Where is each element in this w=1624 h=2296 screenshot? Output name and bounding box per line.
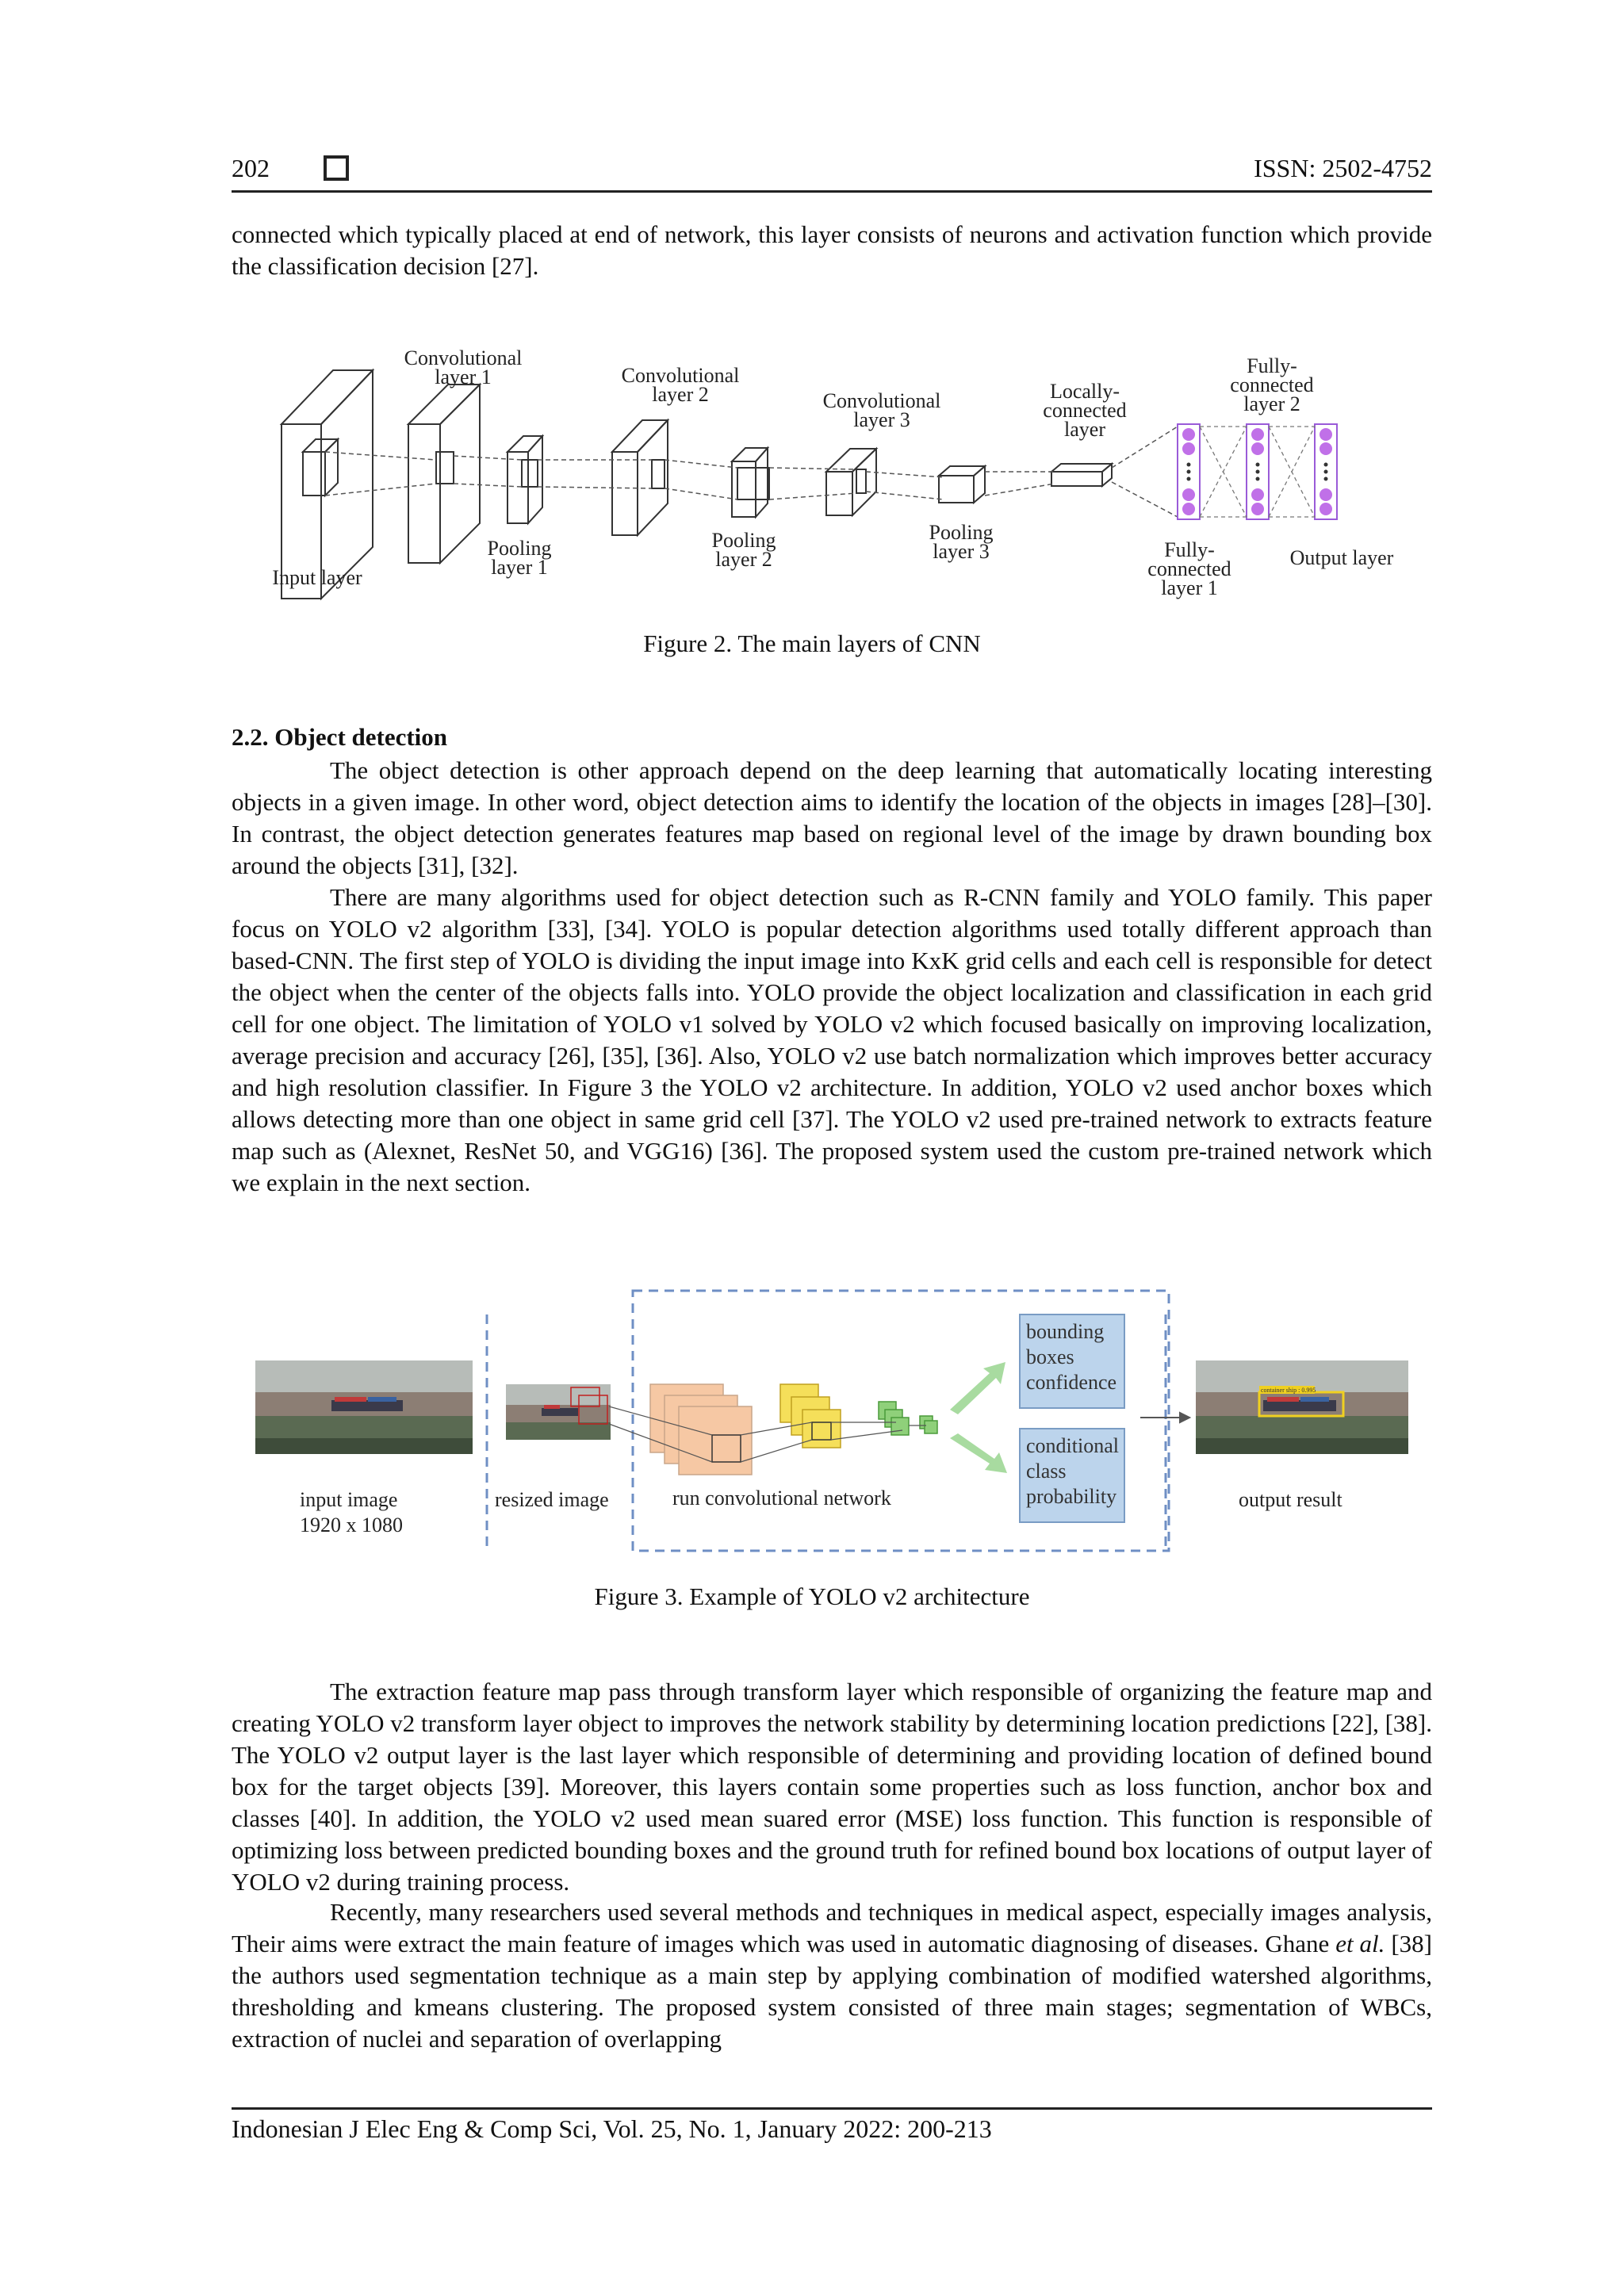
square-icon — [324, 155, 349, 181]
label-pool3: Pooling — [929, 521, 994, 544]
label-conv2: Convolutional — [621, 364, 740, 387]
label-local: Locally- — [1049, 380, 1120, 403]
label-pool2: Pooling — [711, 529, 776, 552]
paragraph-1: The object detection is other approach depend on the deep learning that automatically locating interesting objects in a given image. In other word, object detection aims to identify the location of the objects in images [28]–[30]. In contrast, the object detection generates features map based on regional level of the image by drawn bounding box around the objects [31], [32]. — [232, 756, 1432, 879]
page-number: 202 — [232, 154, 270, 182]
label-pool1: Pooling — [487, 537, 552, 560]
page-footer — [232, 2107, 1432, 2144]
label-fc2: Fully- — [1247, 354, 1297, 377]
label-fc1-c: layer 1 — [1161, 576, 1218, 599]
label-pool3-b: layer 3 — [933, 540, 990, 563]
output-result-label: output result — [1239, 1488, 1342, 1511]
paragraph-2: There are many algorithms used for object detection such as R-CNN family and YOLO family. This paper focus on YOLO v2 algorithm [33], [34]. YOLO is popular detection algorithms used totally different approach than based-CNN. The first step of YOLO is dividing the input image into KxK grid cells and each cell is responsible for detect the object when the center of the objects falls into. YOLO provide the object localization and classification in each grid cell for one object. The limitation of YOLO v1 solved by YOLO v2 which focused basically on improving localization, average precision and accuracy [26], [35], [36]. Also, YOLO v2 use batch normalization which improves better accuracy and high resolution classifier. In Figure 3 the YOLO v2 architecture. In addition, YOLO v2 used anchor boxes which allows detecting more than one object in same grid cell [37]. The YOLO v2 used pre-trained network to extracts feature map such as (Alexnet, ResNet 50, and VGG16) [36]. The proposed system used the custom pre-trained network which we explain in the next section. — [232, 883, 1432, 1196]
label-pool1-b: layer 1 — [491, 556, 548, 579]
paragraph-3: The extraction feature map pass through transform layer which responsible of organizing the feature map and creating YOLO v2 transform layer object to improves the network stability by determining location predictions [22], [38]. The YOLO v2 output layer is the last layer which responsible of determining and providing location of defined bound box for the target objects [39]. Moreover, this layers contain some properties such as loss function, anchor box and classes [40]. In addition, the YOLO v2 used mean suared error (MSE) loss function. This function is responsible of optimizing loss between predicted bounding boxes and the ground truth for refined bound box locations of output layer of YOLO v2 during training process. — [232, 1678, 1433, 1896]
label-conv3-b: layer 3 — [853, 408, 910, 431]
input-image-size: 1920 x 1080 — [300, 1513, 403, 1536]
paragraph-4-text-a: Recently, many researchers used several methods and techniques in medical aspect, especially images analysis, Their aims were extract the main feature of images which was used in automatic diagnosing of diseases. Ghane — [232, 1898, 1432, 1957]
paragraph-4-text-b: [38] the authors used segmentation technique as a main step by applying combination of modified watershed algorithms, thresholding and kmeans clustering. The proposed system consisted of three main stages; segmentation of WBCs, extraction of nuclei and separation of overlapping — [232, 1930, 1432, 2053]
label-pool2-b: layer 2 — [715, 548, 772, 571]
label-fc2-c: layer 2 — [1243, 392, 1300, 415]
label-conv1-b: layer 1 — [435, 365, 492, 388]
box2-line1: conditional — [1026, 1434, 1119, 1457]
label-fc2-b: connected — [1230, 373, 1314, 396]
figure-2-caption: Figure 2. The main layers of CNN — [643, 629, 981, 657]
input-image — [255, 1360, 473, 1454]
label-output: Output layer — [1289, 546, 1394, 569]
label-conv3: Convolutional — [822, 389, 941, 412]
figure-3-yolo-diagram — [252, 1283, 1410, 1560]
section-title: 2.2. Object detection — [232, 723, 448, 751]
figure-2-cnn-diagram — [254, 341, 1411, 603]
box1-line2: boxes — [1026, 1345, 1074, 1368]
paragraph-4-italic: et al. — [1335, 1930, 1385, 1957]
label-fc1-b: connected — [1147, 557, 1231, 580]
footer-text: Indonesian J Elec Eng & Comp Sci, Vol. 25, No. 1, January 2022: 200-213 — [232, 2114, 992, 2143]
page-header — [232, 152, 1432, 193]
label-conv1: Convolutional — [404, 346, 523, 369]
intro-paragraph: connected which typically placed at end of network, this layer consists of neurons and activation function which provide the classification decision [27]. — [232, 220, 1432, 280]
resized-image — [506, 1384, 611, 1440]
label-local-c: layer — [1064, 418, 1105, 441]
label-fc1: Fully- — [1164, 538, 1215, 561]
box1-line3: confidence — [1026, 1371, 1117, 1394]
box2-line2: class — [1026, 1460, 1067, 1483]
network-label: run convolutional network — [672, 1487, 891, 1510]
resized-image-label: resized image — [495, 1488, 609, 1511]
figure-3-caption: Figure 3. Example of YOLO v2 architecture — [594, 1582, 1030, 1610]
input-image-label: input image — [300, 1488, 398, 1511]
box2-line3: probability — [1026, 1485, 1117, 1508]
issn: ISSN: 2502-4752 — [1254, 154, 1432, 182]
paragraph-4 — [232, 1896, 1432, 2055]
box1-line1: bounding — [1026, 1320, 1105, 1343]
label-conv2-b: layer 2 — [652, 383, 709, 406]
detection-label: container ship : 0.995 — [1261, 1387, 1316, 1394]
label-local-b: connected — [1043, 399, 1127, 422]
label-input: Input layer — [272, 566, 362, 589]
output-image — [1196, 1360, 1408, 1454]
